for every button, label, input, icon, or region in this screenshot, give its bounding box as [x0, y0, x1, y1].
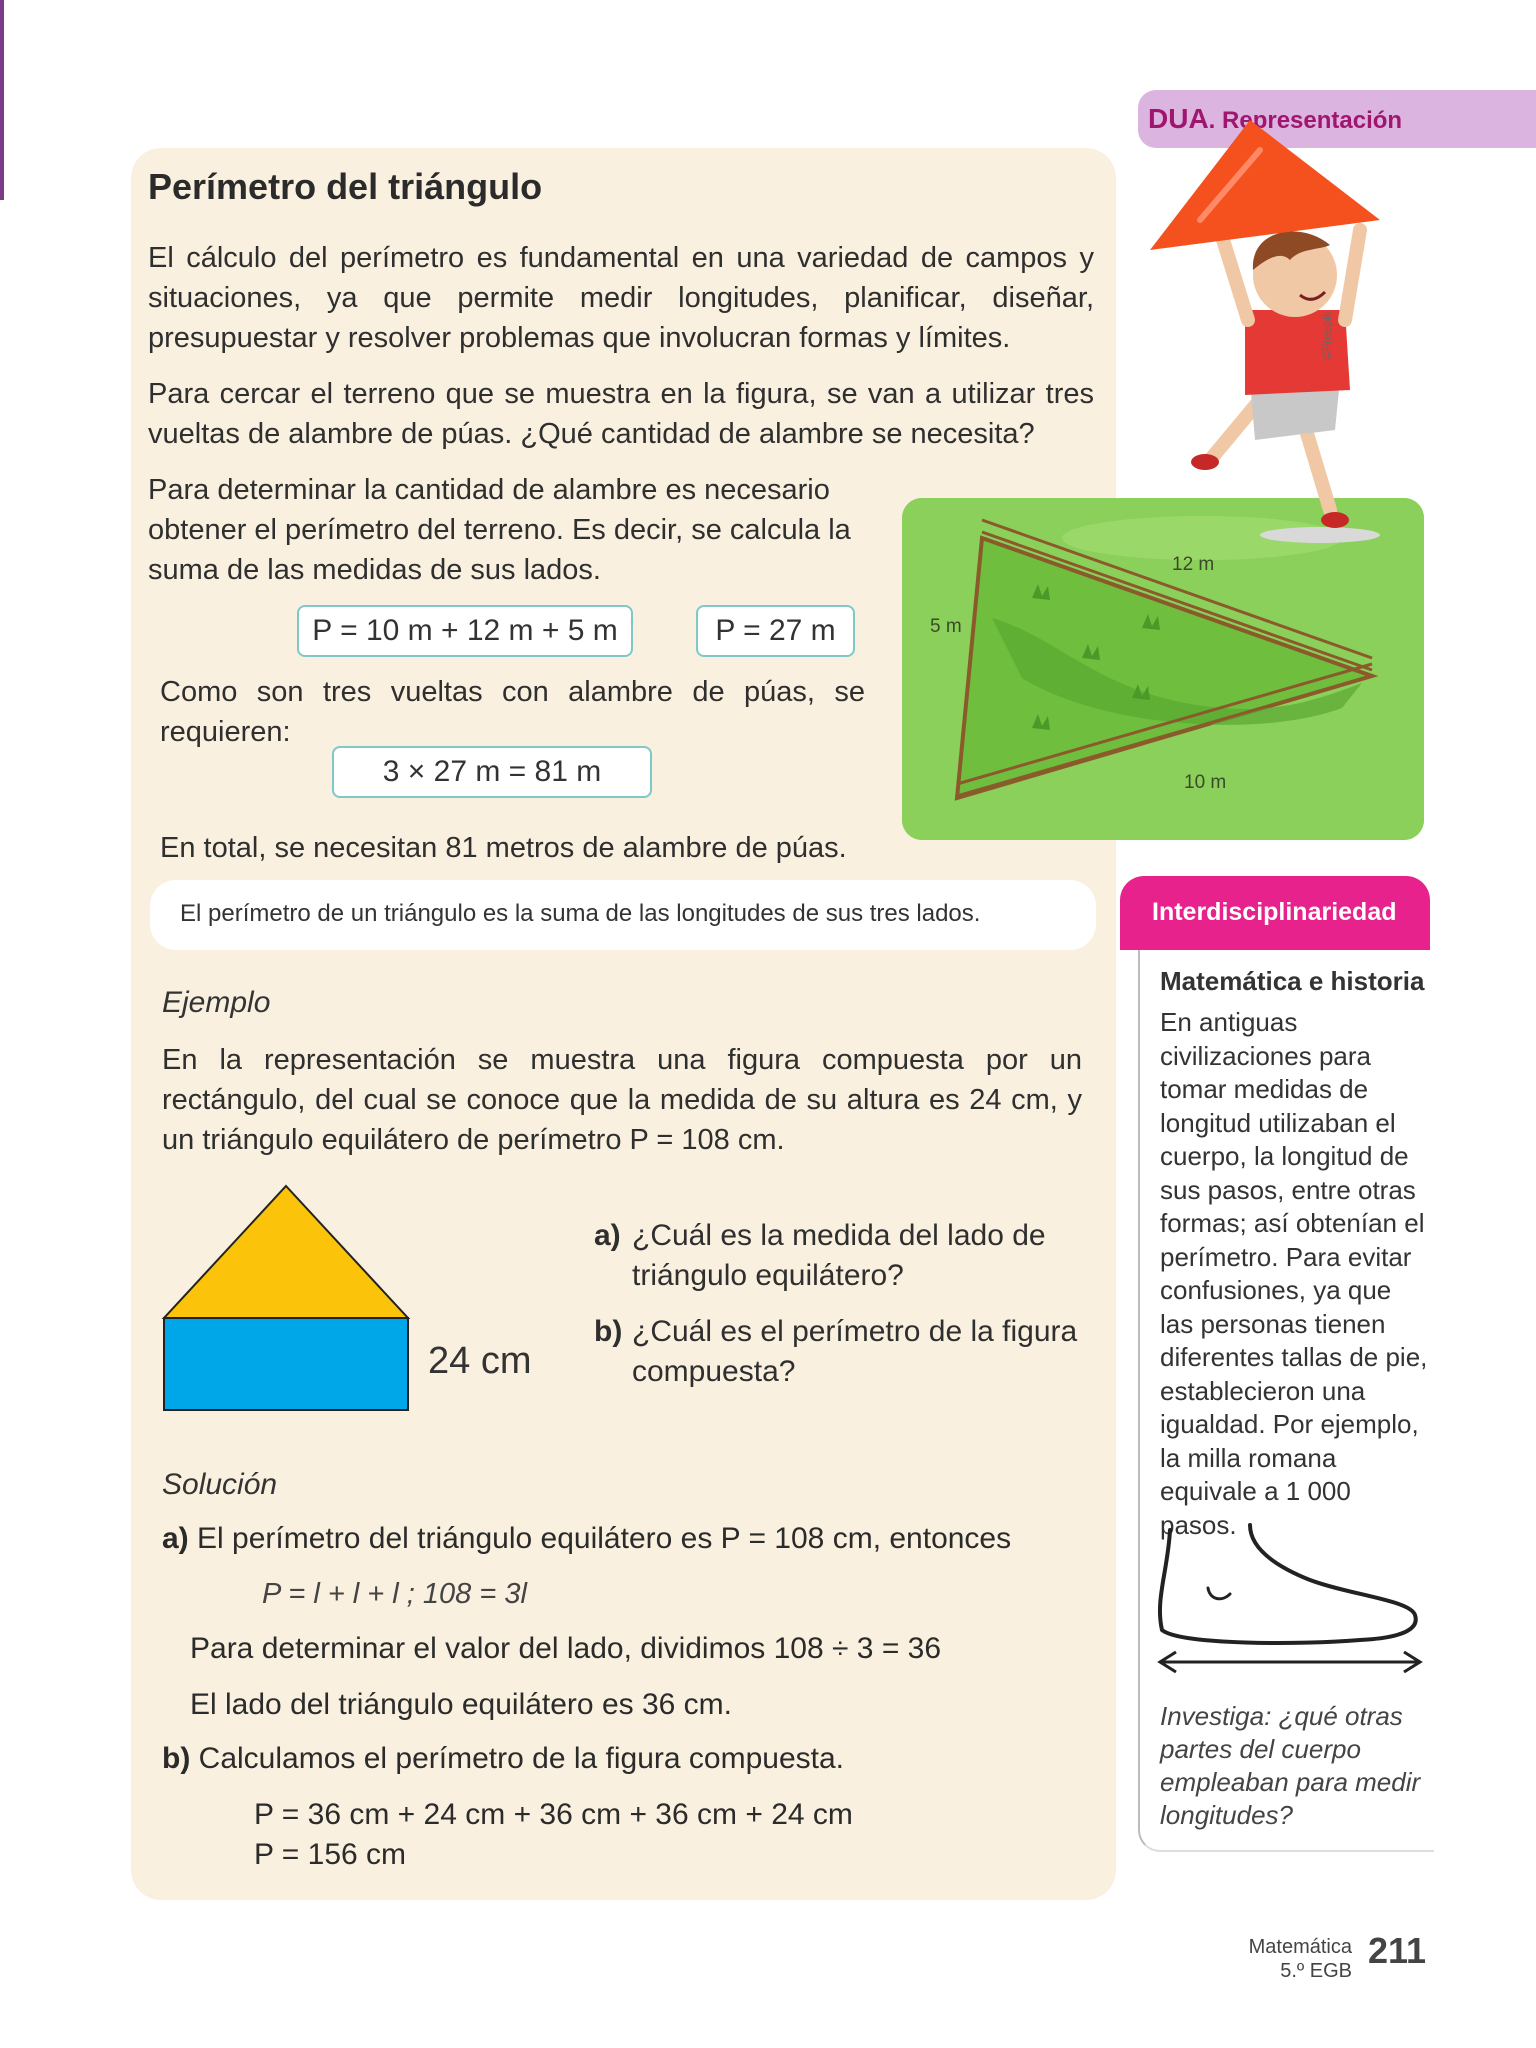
formula-three-turns: 3 × 27 m = 81 m [332, 746, 652, 798]
rectangle [164, 1318, 408, 1410]
page-number: 211 [1368, 1930, 1427, 1971]
footer-grade: 5.º EGB [1280, 1960, 1352, 1982]
interdisciplinary-tab-label: Interdisciplinariedad [1152, 898, 1397, 926]
question-a-letter: a) [594, 1219, 621, 1252]
question-b [594, 1312, 1094, 1392]
question-a [594, 1216, 1094, 1296]
kid-holding-triangle-illustration [1140, 110, 1410, 550]
image-credit: ©Freepik [1320, 311, 1334, 360]
question-b-letter: b) [594, 1315, 623, 1348]
solution-b-text: Calculamos el perímetro de la figura compuesta. [198, 1742, 844, 1775]
solution-a-step-2: El lado del triángulo equilátero es 36 cm. [190, 1688, 732, 1721]
dua-label-text: . Representación [1208, 107, 1403, 134]
intro-paragraph-3: Para determinar la cantidad de alambre es necesario obtener el perímetro del terreno. Es decir, se calcula la suma de las medidas de sus lados. [148, 474, 851, 586]
field-side-top-label: 12 m [1172, 554, 1215, 575]
composite-figure [160, 1180, 420, 1415]
interdisciplinary-body: En antiguas civilizaciones para tomar medidas de longitud utilizaban el cuerpo, la longitud de sus pasos, entre otras formas; así obtenían el perímetro. Para evitar confusiones, ya que las personas tienen diferentes tallas de pie, establecieron una igualdad. Por ejemplo, la milla romana equivale a 1 000 pasos. [1160, 1007, 1428, 1540]
equilateral-triangle [164, 1186, 408, 1318]
formula-perimeter-result: P = 27 m [696, 605, 855, 657]
solution-title: Solución [162, 1468, 278, 1501]
page-title: Perímetro del triángulo [148, 166, 543, 207]
question-b-text: ¿Cuál es el perímetro de la figura compuesta? [632, 1315, 1078, 1388]
total-statement: En total, se necesitan 81 metros de alambre de púas. [160, 832, 847, 864]
intro-paragraph-4: Como son tres vueltas con alambre de púas, se requieren: [160, 676, 865, 748]
example-title: Ejemplo [162, 986, 271, 1019]
field-side-left-label: 5 m [930, 616, 962, 637]
solution-a [162, 1522, 1011, 1556]
interdisciplinary-subtitle: Matemática e historia [1160, 966, 1425, 996]
solution-b-equation-1: P = 36 cm + 24 cm + 36 cm + 36 cm + 24 cm [254, 1798, 853, 1831]
dua-prefix: DUA [1148, 103, 1209, 134]
footer-subject: Matemática [1248, 1936, 1352, 1958]
field-side-bottom-label: 10 m [1184, 772, 1227, 793]
question-a-text: ¿Cuál es la medida del lado de triángulo equilátero? [632, 1219, 1046, 1292]
rectangle-height-label: 24 cm [428, 1340, 532, 1382]
solution-a-step-1: Para determinar el valor del lado, dividimos 108 ÷ 3 = 36 [190, 1632, 942, 1665]
solution-a-equation: P = l + l + l ; 108 = 3l [262, 1578, 527, 1610]
example-text: En la representación se muestra una figura compuesta por un rectángulo, del cual se conoce que la medida de su altura es 24 cm, y un triángulo equilátero de perímetro P = 108 cm. [162, 1044, 1082, 1156]
investiga-prompt: Investiga: ¿qué otras partes del cuerpo empleaban para medir longitudes? [1160, 1701, 1421, 1830]
intro-paragraph-1: El cálculo del perímetro es fundamental en una variedad de campos y situaciones, ya que permite medir longitudes, planificar, diseñar, presupuestar y resolver problemas que involucran formas y límites. [148, 242, 1094, 354]
intro-paragraph-2: Para cercar el terreno que se muestra en la figura, se van a utilizar tres vueltas de alambre de púas. ¿Qué cantidad de alambre se necesita? [148, 378, 1094, 450]
solution-a-letter: a) [162, 1522, 189, 1555]
solution-b [162, 1742, 844, 1776]
solution-a-text: El perímetro del triángulo equilátero es P = 108 cm, entonces [197, 1522, 1012, 1555]
solution-b-equation-2: P = 156 cm [254, 1838, 407, 1871]
definition-text: El perímetro de un triángulo es la suma de las longitudes de sus tres lados. [180, 900, 981, 927]
left-margin-rule [0, 0, 4, 200]
foot-measure-icon [1150, 1520, 1432, 1680]
formula-perimeter-sum: P = 10 m + 12 m + 5 m [297, 605, 633, 657]
solution-b-letter: b) [162, 1742, 191, 1775]
